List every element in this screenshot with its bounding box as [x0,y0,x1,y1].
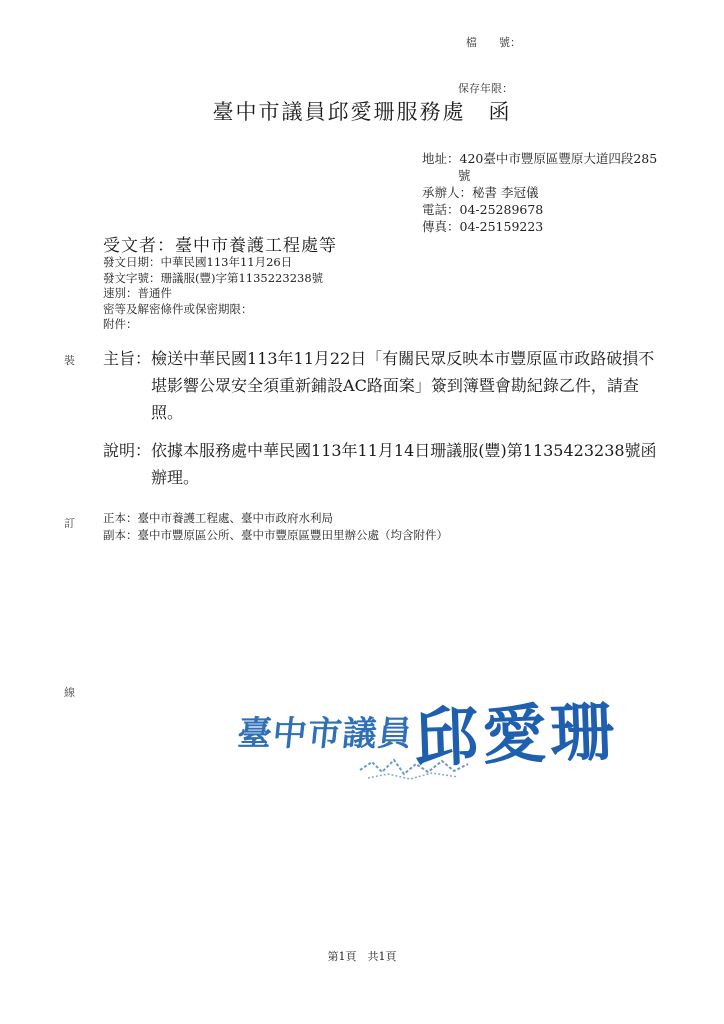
subject-text: 檢送中華民國113年11月22日「有關民眾反映本市豐原區市政路破損不堪影響公眾安全須重新鋪設AC路面案」簽到簿暨會勘紀錄乙件，請查照。 [151,349,655,422]
copy-recipients: 副本：臺中市豐原區公所、臺中市豐原區豐田里辦公處（均含附件） [103,528,448,542]
sender-fax: 傳真：04-25159223 [422,219,544,234]
issue-date: 發文日期：中華民國113年11月26日 [103,255,293,269]
attachments: 附件： [103,317,138,331]
official-seal-stamp [235,690,658,790]
seal-title-text: 臺中市議員 [235,714,415,754]
seal-ink-smudge [358,752,478,782]
explanation-label: 說明： [103,441,152,460]
security-level: 密等及解密條件或保密期限： [103,301,253,316]
binding-mark-zhuang: 裝 [64,354,75,367]
delivery-speed: 速別：普通件 [103,286,172,300]
sender-address-line-1: 地址：420臺中市豐原區豐原大道四段285 [422,151,658,166]
subject-section [103,345,663,426]
binding-mark-xian: 線 [64,686,75,699]
retention-period-label: 保存年限： [458,82,513,95]
file-number-label: 檔 號： [466,36,521,49]
explanation-section [103,437,663,491]
document-meta [103,255,323,333]
subject-label: 主旨： [103,349,152,368]
seal-name-text: 邱愛珊 [412,695,620,777]
recipient: 受文者：臺中市養護工程處等 [103,236,337,256]
document-number: 發文字號：珊議服(豐)字第1135223238號 [103,270,324,285]
sender-info [422,150,702,235]
sender-handler: 承辦人：秘書 李冠儀 [422,185,539,200]
page-footer: 第1頁 共1頁 [327,950,397,963]
main-recipients: 正本：臺中市養護工程處、臺中市政府水利局 [103,511,333,525]
distribution-list [103,510,448,544]
explanation-text: 依據本服務處中華民國113年11月14日珊議服(豐)第1135423238號函辦理。 [151,441,657,487]
binding-mark-ding: 訂 [64,517,75,530]
document-title: 臺中市議員邱愛珊服務處 函 [212,100,512,124]
sender-phone: 電話：04-25289678 [422,202,544,217]
sender-address-line-2: 號 [458,168,471,183]
